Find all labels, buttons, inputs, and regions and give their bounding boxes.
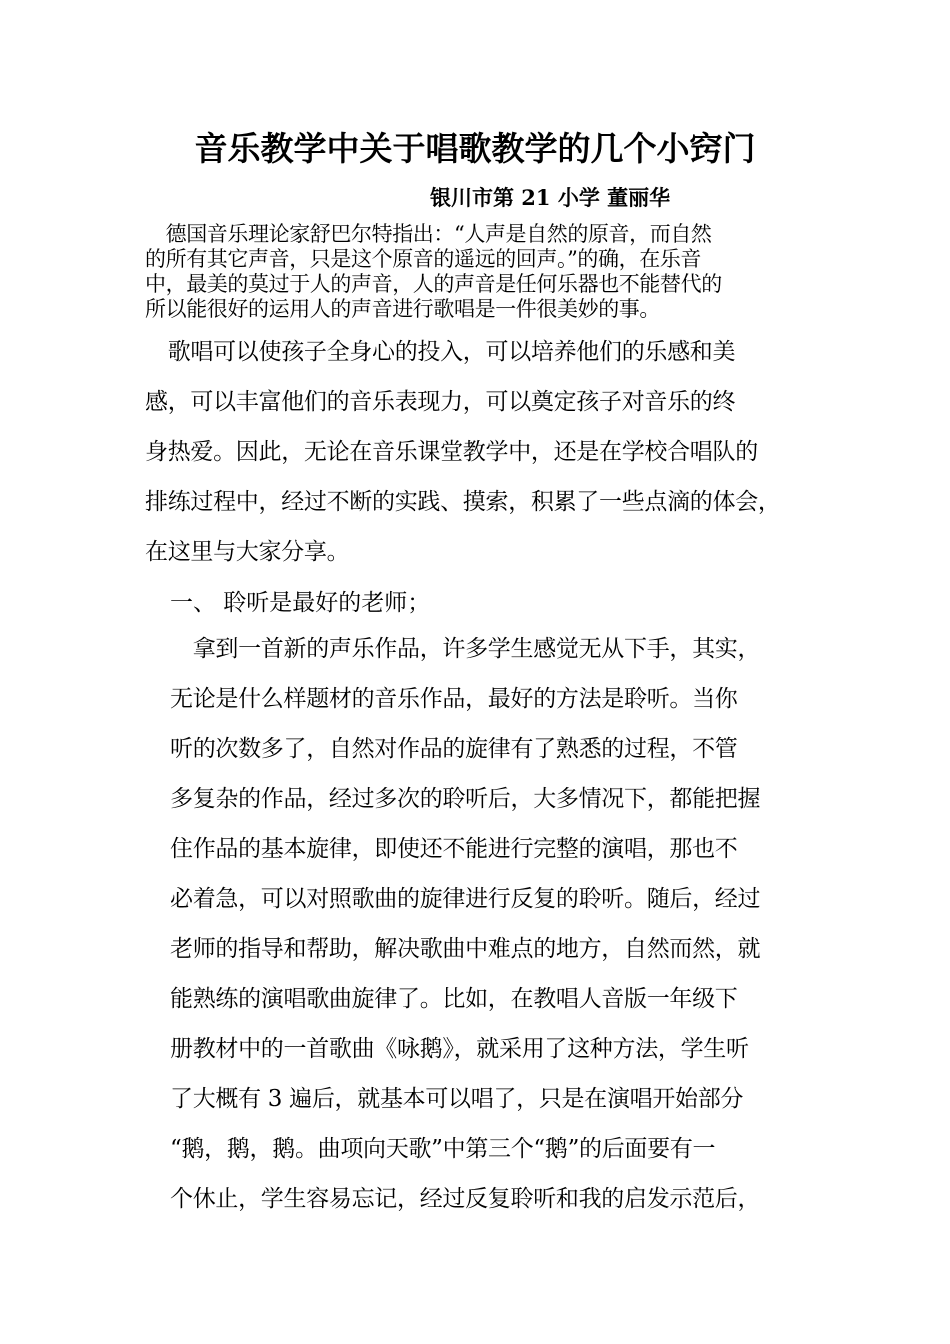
- intro-line: 的所有其它声音，只是这个原音的遥远的回声。”的确，在乐音: [145, 247, 702, 271]
- paragraph-line: 身热爱。因此，无论在音乐课堂教学中，还是在学校合唱队的: [145, 439, 758, 465]
- paragraph-line: 老师的指导和帮助，解决歌曲中难点的地方，自然而然，就: [170, 936, 761, 962]
- paragraph-line: 了大概有 3 遍后，就基本可以唱了，只是在演唱开始部分: [170, 1086, 744, 1112]
- author-line: 银川市第 21 小学 董丽华: [430, 185, 671, 210]
- paragraph-line: 在这里与大家分享。: [145, 539, 350, 565]
- paragraph-line: 能熟练的演唱歌曲旋律了。比如，在教唱人音版一年级下: [170, 986, 738, 1012]
- paragraph-line: 感，可以丰富他们的音乐表现力，可以奠定孩子对音乐的终: [145, 389, 736, 415]
- paragraph-line: 听的次数多了，自然对作品的旋律有了熟悉的过程，不管: [170, 736, 738, 762]
- intro-line: 所以能很好的运用人的声音进行歌唱是一件很美妙的事。: [145, 297, 660, 321]
- section-heading-1: 一、 聆听是最好的老师；: [170, 590, 431, 616]
- paragraph-line: 册教材中的一首歌曲《咏鹅》，就采用了这种方法，学生听: [170, 1036, 749, 1062]
- paragraph-singing-benefits: [145, 327, 835, 577]
- paragraph-line: 歌唱可以使孩子全身心的投入，可以培养他们的乐感和美: [145, 339, 736, 365]
- paragraph-listening: [170, 624, 820, 1224]
- paragraph-line: 排练过程中，经过不断的实践、摸索，积累了一些点滴的体会，: [145, 489, 781, 515]
- paragraph-line: 个休止，学生容易忘记，经过反复聆听和我的启发示范后，: [170, 1186, 761, 1212]
- intro-line: 德国音乐理论家舒巴尔特指出：“人声是自然的原音，而自然: [145, 222, 712, 246]
- paragraph-line: 多复杂的作品，经过多次的聆听后，大多情况下，都能把握: [170, 786, 761, 812]
- paragraph-line: “鹅，鹅，鹅。曲项向天歌”中第三个“鹅”的后面要有一: [170, 1136, 716, 1162]
- intro-line: 中，最美的莫过于人的声音，人的声音是任何乐器也不能替代的: [145, 272, 722, 296]
- paragraph-line: 无论是什么样题材的音乐作品，最好的方法是聆听。当你: [170, 686, 738, 712]
- document-title: 音乐教学中关于唱歌教学的几个小窍门: [194, 129, 756, 168]
- paragraph-line: 必着急，可以对照歌曲的旋律进行反复的聆听。随后，经过: [170, 886, 761, 912]
- paragraph-line: 住作品的基本旋律，即使还不能进行完整的演唱，那也不: [170, 836, 738, 862]
- paragraph-line: 拿到一首新的声乐作品，许多学生感觉无从下手，其实，: [170, 636, 761, 662]
- intro-paragraph: [145, 222, 815, 322]
